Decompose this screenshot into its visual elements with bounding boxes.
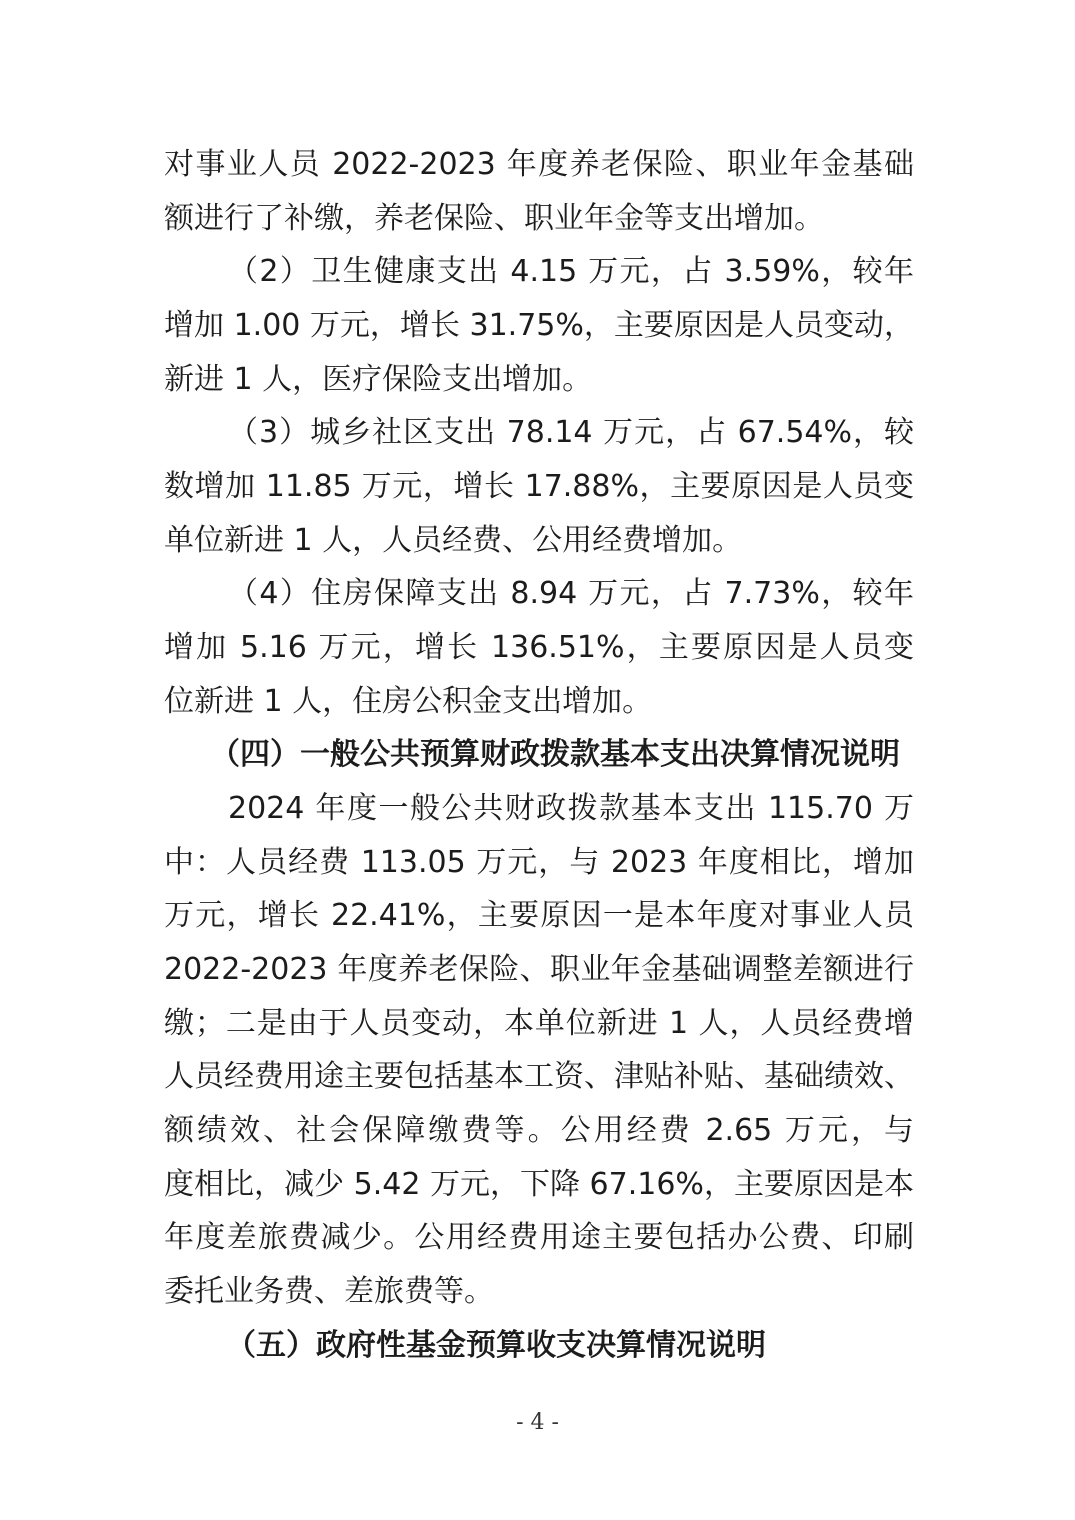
paragraph-line: 数增加 11.85 万元，增长 17.88%，主要原因是人员变 <box>164 469 914 504</box>
paragraph-line: （3）城乡社区支出 78.14 万元，占 67.54%，较 <box>228 415 914 450</box>
paragraph-line: 2024 年度一般公共财政拨款基本支出 115.70 万 <box>228 791 914 826</box>
paragraph-line: 增加 1.00 万元，增长 31.75%，主要原因是人员变动， <box>164 308 914 343</box>
paragraph-line: 额进行了补缴，养老保险、职业年金等支出增加。 <box>164 201 824 236</box>
paragraph-line: 位新进 1 人，住房公积金支出增加。 <box>164 684 653 719</box>
paragraph-line: （2）卫生健康支出 4.15 万元，占 3.59%，较年 <box>228 254 914 289</box>
paragraph-line: （4）住房保障支出 8.94 万元，占 7.73%，较年 <box>228 576 914 611</box>
paragraph-line: 人员经费用途主要包括基本工资、津贴补贴、基础绩效、 <box>164 1059 914 1094</box>
paragraph-line: 万元，增长 22.41%，主要原因一是本年度对事业人员 <box>164 898 914 933</box>
paragraph-line: 缴；二是由于人员变动，本单位新进 1 人，人员经费增 <box>164 1006 914 1041</box>
page-number: - 4 - <box>516 1410 559 1435</box>
paragraph-line: 委托业务费、差旅费等。 <box>164 1274 494 1309</box>
paragraph-line: 2022-2023 年度养老保险、职业年金基础调整差额进行 <box>164 952 914 987</box>
section-heading: （五）政府性基金预算收支决算情况说明 <box>226 1328 766 1363</box>
paragraph-line: 对事业人员 2022-2023 年度养老保险、职业年金基础 <box>164 147 914 182</box>
paragraph-line: 单位新进 1 人，人员经费、公用经费增加。 <box>164 523 743 558</box>
paragraph-line: 中：人员经费 113.05 万元，与 2023 年度相比，增加 <box>164 845 914 880</box>
section-heading: （四）一般公共预算财政拨款基本支出决算情况说明 <box>210 737 900 772</box>
paragraph-line: 额绩效、社会保障缴费等。公用经费 2.65 万元，与 <box>164 1113 914 1148</box>
paragraph-line: 度相比，减少 5.42 万元，下降 67.16%，主要原因是本 <box>164 1167 914 1202</box>
paragraph-line: 增加 5.16 万元，增长 136.51%，主要原因是人员变 <box>164 630 914 665</box>
paragraph-line: 新进 1 人，医疗保险支出增加。 <box>164 362 593 397</box>
paragraph-line: 年度差旅费减少。公用经费用途主要包括办公费、印刷 <box>164 1220 914 1255</box>
